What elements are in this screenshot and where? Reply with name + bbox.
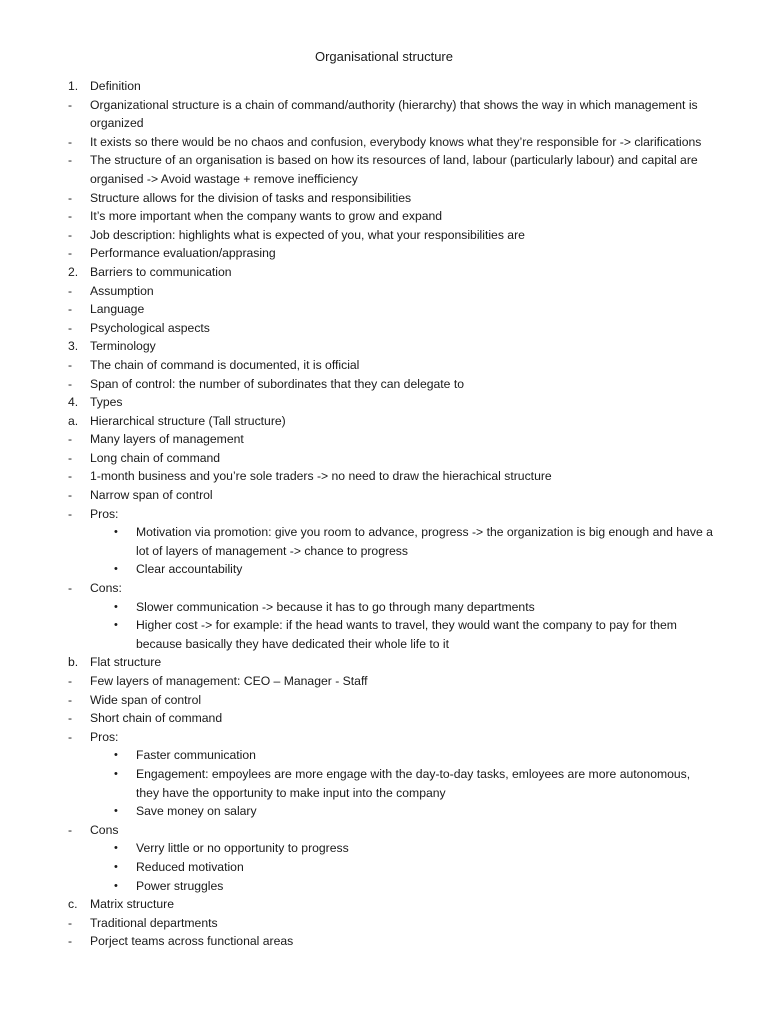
dash-item xyxy=(0,96,768,133)
item-text: Save money on salary xyxy=(136,804,257,819)
dash-item xyxy=(0,356,768,375)
dash-item xyxy=(0,691,768,710)
bullet-item xyxy=(0,523,768,560)
item-text: Terminology xyxy=(90,339,156,354)
bullet-item xyxy=(0,765,768,802)
dash-item xyxy=(0,189,768,208)
dash-item xyxy=(0,579,768,598)
dash-marker: - xyxy=(68,97,73,112)
numbered-heading xyxy=(0,337,768,356)
number-marker: 2. xyxy=(68,264,79,279)
dash-marker: - xyxy=(68,283,73,298)
dash-marker: - xyxy=(68,432,73,447)
item-text: Motivation via promotion: give you room to advance, progress -> the organization is big enough and have a lot of layers of management -> chance to progress xyxy=(136,525,713,558)
item-text: It exists so there would be no chaos and confusion, everybody knows what they’re responsible for -> clarifications xyxy=(90,134,702,149)
dash-item xyxy=(0,133,768,152)
item-text: Language xyxy=(90,302,145,317)
item-text: Barriers to communication xyxy=(90,264,232,279)
numbered-heading xyxy=(0,895,768,914)
bullet-item xyxy=(0,746,768,765)
dash-marker: - xyxy=(68,357,73,372)
dash-item xyxy=(0,932,768,951)
item-text: Long chain of command xyxy=(90,450,221,465)
dash-item xyxy=(0,319,768,338)
item-text: Reduced motivation xyxy=(136,859,244,874)
dash-marker: - xyxy=(68,227,73,242)
item-text: Span of control: the number of subordinates that they can delegate to xyxy=(90,376,464,391)
item-text: Psychological aspects xyxy=(90,320,210,335)
dash-marker: - xyxy=(68,934,73,949)
item-text: Traditional departments xyxy=(90,915,218,930)
bullet-marker: • xyxy=(114,842,118,855)
bullet-item xyxy=(0,560,768,579)
bullet-item xyxy=(0,598,768,617)
dash-marker: - xyxy=(68,506,73,521)
item-text: Cons xyxy=(90,822,119,837)
dash-item xyxy=(0,300,768,319)
dash-marker: - xyxy=(68,302,73,317)
number-marker: 1. xyxy=(68,79,79,93)
item-text: Structure allows for the division of tasks and responsibilities xyxy=(90,190,412,205)
item-text: 1-month business and you’re sole traders -> no need to draw the hierachical structure xyxy=(90,469,552,484)
item-text: Slower communication -> because it has to go through many departments xyxy=(136,599,535,614)
dash-item xyxy=(0,821,768,840)
item-text: The structure of an organisation is based on how its resources of land, labour (particularly labour) and capital are organised -> Avoid wastage + remove inefficiency xyxy=(90,153,698,186)
outline-list xyxy=(0,77,768,951)
item-text: Few layers of management: CEO – Manager - Staff xyxy=(90,674,368,688)
bullet-item xyxy=(0,802,768,821)
dash-item xyxy=(0,207,768,226)
dash-marker: - xyxy=(68,915,73,930)
dash-marker: - xyxy=(68,320,73,335)
dash-marker: - xyxy=(68,376,73,391)
bullet-marker: • xyxy=(114,600,118,613)
dash-item xyxy=(0,282,768,301)
bullet-item xyxy=(0,616,768,653)
bullet-marker: • xyxy=(114,767,118,780)
dash-marker: - xyxy=(68,674,73,688)
page-title: Organisational structure xyxy=(314,49,453,64)
numbered-heading xyxy=(0,263,768,282)
dash-item xyxy=(0,486,768,505)
item-text: The chain of command is documented, it is official xyxy=(90,357,360,372)
item-text: Assumption xyxy=(90,283,154,298)
dash-item xyxy=(0,467,768,486)
item-text: Wide span of control xyxy=(90,692,202,707)
item-text: Performance evaluation/apprasing xyxy=(90,246,276,261)
bullet-marker: • xyxy=(114,619,118,632)
dash-item xyxy=(0,505,768,524)
dash-item xyxy=(0,430,768,449)
item-text: Pros: xyxy=(90,729,119,744)
item-text: Clear accountability xyxy=(136,562,243,577)
number-marker: b. xyxy=(68,655,79,670)
item-text: Job description: highlights what is expected of you, what your responsibilities are xyxy=(90,227,525,242)
dash-item xyxy=(0,151,768,188)
dash-marker: - xyxy=(68,469,73,484)
item-text: Flat structure xyxy=(90,655,162,670)
item-text: Engagement: empoylees are more engage with the day-to-day tasks, emloyees are more autonomous, they have the opportunity to make input into the company xyxy=(136,766,691,800)
item-text: Faster communication xyxy=(136,748,256,763)
item-text: Narrow span of control xyxy=(90,488,213,503)
bullet-item xyxy=(0,839,768,858)
item-text: Organizational structure is a chain of command/authority (hierarchy) that shows the way in which management is organized xyxy=(90,97,698,131)
dash-marker: - xyxy=(68,134,73,149)
item-text: Pros: xyxy=(90,506,119,521)
dash-marker: - xyxy=(68,246,73,261)
item-text: Short chain of command xyxy=(90,711,223,726)
dash-marker: - xyxy=(68,153,73,168)
dash-marker: - xyxy=(68,692,73,707)
bullet-marker: • xyxy=(114,860,118,873)
numbered-heading xyxy=(0,653,768,672)
item-text: Verry little or no opportunity to progress xyxy=(136,841,349,856)
item-text: Higher cost -> for example: if the head wants to travel, they would want the company to pay for them because basically they have dedicated their whole life to it xyxy=(136,618,677,651)
item-text: Porject teams across functional areas xyxy=(90,934,294,949)
dash-marker: - xyxy=(68,190,73,205)
dash-item xyxy=(0,244,768,263)
number-marker: 3. xyxy=(68,339,79,354)
item-text: Many layers of management xyxy=(90,432,244,447)
dash-marker: - xyxy=(68,581,73,596)
item-text: Hierarchical structure (Tall structure) xyxy=(90,413,286,428)
dash-marker: - xyxy=(68,488,73,503)
dash-item xyxy=(0,709,768,728)
bullet-marker: • xyxy=(114,879,118,892)
dash-marker: - xyxy=(68,711,73,726)
dash-item xyxy=(0,914,768,933)
bullet-marker: • xyxy=(114,749,118,762)
dash-marker: - xyxy=(68,450,73,465)
item-text: Types xyxy=(90,395,123,410)
number-marker: 4. xyxy=(68,395,79,410)
number-marker: a. xyxy=(68,413,79,428)
bullet-marker: • xyxy=(114,805,118,818)
item-text: Matrix structure xyxy=(90,897,174,912)
item-text: Cons: xyxy=(90,581,122,596)
bullet-item xyxy=(0,858,768,877)
item-text: Power struggles xyxy=(136,878,224,893)
dash-item xyxy=(0,449,768,468)
number-marker: c. xyxy=(68,897,78,912)
numbered-heading xyxy=(0,393,768,412)
dash-marker: - xyxy=(68,729,73,744)
dash-marker: - xyxy=(68,209,73,224)
item-text: Definition xyxy=(90,79,141,93)
item-text: It’s more important when the company wants to grow and expand xyxy=(90,209,443,224)
dash-item xyxy=(0,672,768,691)
bullet-item xyxy=(0,877,768,896)
numbered-heading xyxy=(0,77,768,96)
dash-item xyxy=(0,375,768,394)
dash-marker: - xyxy=(68,822,73,837)
dash-item xyxy=(0,226,768,245)
bullet-marker: • xyxy=(114,563,118,576)
bullet-marker: • xyxy=(114,526,118,539)
dash-item xyxy=(0,728,768,747)
numbered-heading xyxy=(0,412,768,431)
